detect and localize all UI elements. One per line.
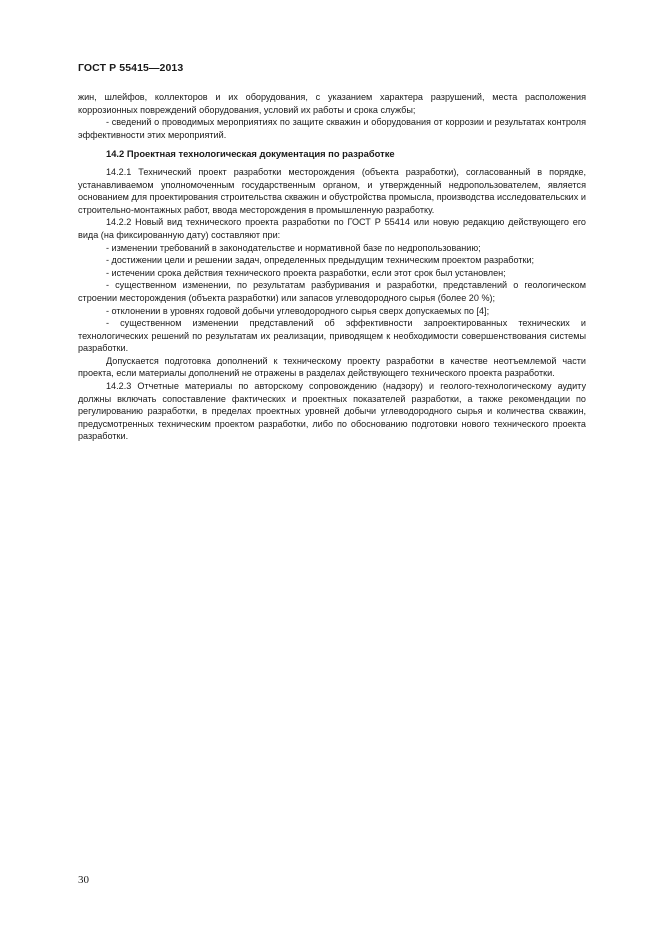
list-item: - изменении требований в законодательстве и нормативной базе по недропользованию; (106, 242, 481, 253)
list-item: - существенном изменении, по результатам разбуривания и разработки, представлений о геологическом строении месторождения (объекта разработки) или запасов углеводородного сырья (более 20 %); (78, 280, 586, 303)
document-body (78, 91, 586, 443)
list-item: - достижении цели и решении задач, определенных предыдущим техническим проектом разработки; (106, 255, 535, 266)
list-item: - отклонении в уровнях годовой добычи углеводородного сырья сверх допускаемых по [4]; (106, 305, 490, 316)
paragraph-continuation: жин, шлейфов, коллекторов и их оборудования, с указанием характера разрушений, места расположения коррозионных повреждений оборудования, условий их работы и срока службы; (78, 92, 586, 115)
paragraph: Допускается подготовка дополнений к техническому проекту разработки в качестве неотъемлемой части проекта, если материалы дополнений не отражены в разделах действующего технического проекта разработки. (78, 355, 586, 379)
paragraph: 14.2.3 Отчетные материалы по авторскому сопровождению (надзору) и геолого-технологическому аудиту должны включать сопоставление фактических и проектных показателей разработки, а также рекомендации по регулированию разработки, в пределах проектных уровней добычи углеводородного сырья и количества скважин, предусмотренных техническим проектом разработки, либо по обоснованию подготовки нового технического проекта разработки. (78, 381, 586, 442)
section-heading: 14.2 Проектная технологическая документация по разработке (106, 148, 395, 160)
document-header: ГОСТ Р 55415—2013 (78, 62, 184, 74)
list-item: - существенном изменении представлений об эффективности запроектированных технических и технологических решений по результатам их реализации, приводящем к необходимости совершенствования системы разработки. (78, 318, 586, 354)
page-number: 30 (78, 874, 89, 886)
paragraph: 14.2.1 Технический проект разработки месторождения (объекта разработки), согласованный в порядке, устанавливаемом уполномоченным государственным органом, и утвержденный недропользователем, является основанием для проектирования строительства скважин и обустройства промысла, производства исследовательских и строительно-монтажных работ, ввода месторождения в промышленную разработку. (78, 166, 586, 215)
paragraph: 14.2.2 Новый вид технического проекта разработки по ГОСТ Р 55414 или новую редакцию действующего его вида (на фиксированную дату) составляют при: (78, 217, 586, 240)
list-item: - истечении срока действия технического проекта разработки, если этот срок был установлен; (106, 267, 506, 278)
list-item: - сведений о проводимых мероприятиях по защите скважин и оборудования от коррозии и результатах контроля эффективности этих мероприятий. (78, 117, 586, 140)
